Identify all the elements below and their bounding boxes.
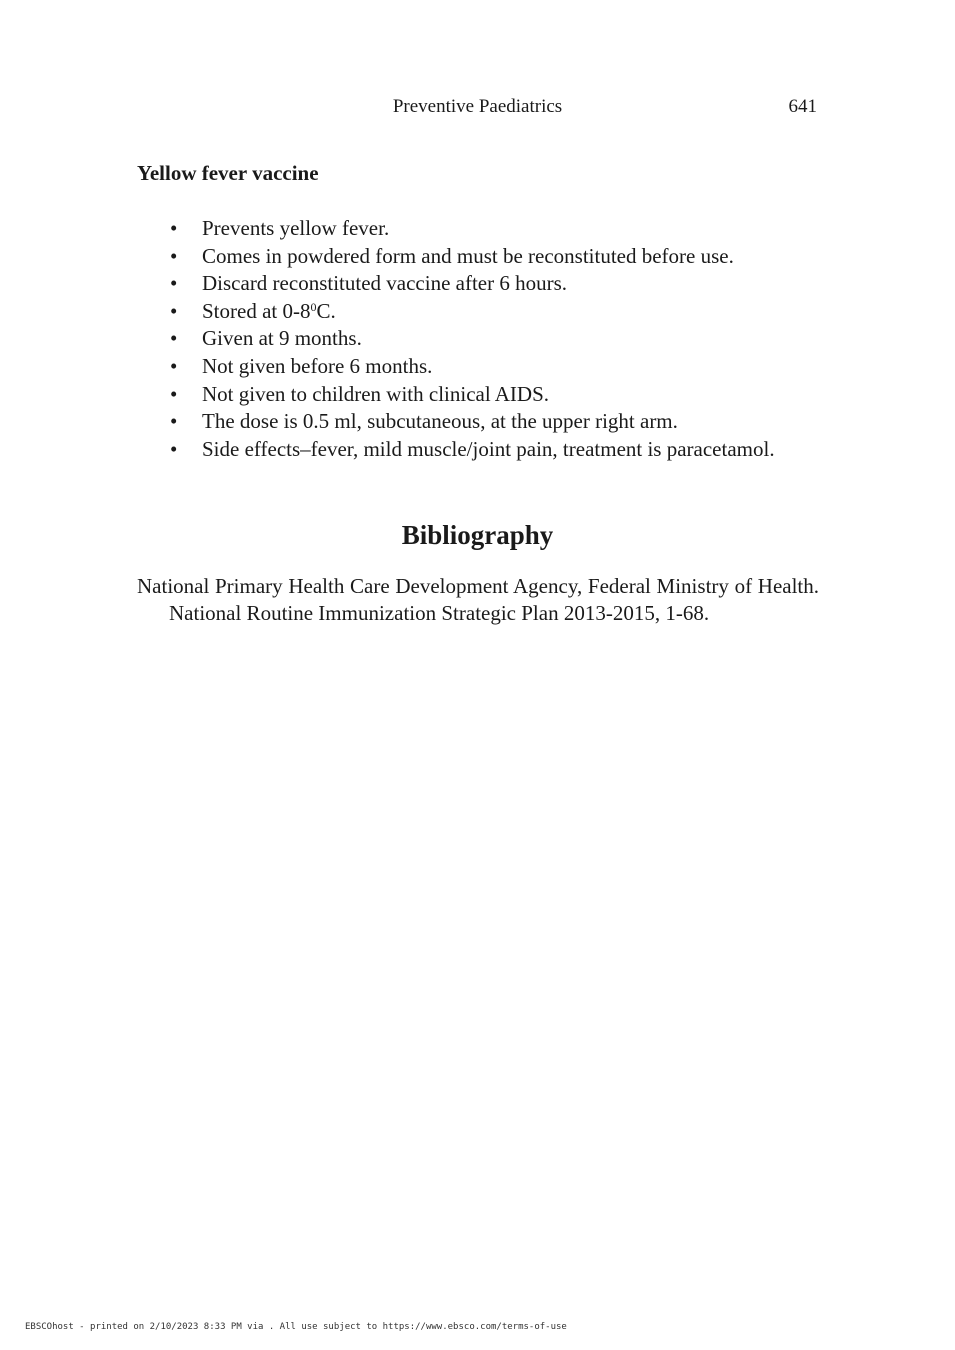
bullet-icon: •	[170, 381, 178, 406]
bullet-icon: •	[170, 271, 178, 296]
list-item-text: Given at 9 months.	[202, 326, 362, 351]
running-title: Preventive Paediatrics	[392, 96, 563, 117]
bullet-icon: •	[170, 216, 178, 240]
list-item	[137, 270, 819, 298]
list-item	[137, 353, 819, 381]
bullet-icon: •	[170, 353, 178, 378]
degree-superscript: 0	[310, 299, 317, 314]
list-item-text: The dose is 0.5 ml, subcutaneous, at the upper right arm.	[202, 409, 678, 434]
bullet-icon: •	[170, 243, 178, 268]
section-heading: Yellow fever vaccine	[137, 161, 319, 185]
bullet-icon: •	[170, 326, 178, 351]
list-item-text: Discard reconstituted vaccine after 6 hours.	[202, 271, 568, 296]
bibliography-heading: Bibliography	[401, 520, 554, 550]
list-item-text: Comes in powdered form and must be reconstituted before use.	[202, 243, 734, 268]
list-item-text: Side effects–fever, mild muscle/joint pain, treatment is paracetamol.	[202, 436, 775, 461]
list-item	[137, 436, 819, 464]
list-item	[137, 243, 819, 271]
running-header	[0, 96, 955, 122]
list-item	[137, 325, 819, 353]
bullet-icon: •	[170, 436, 178, 461]
bibliography-reference: National Primary Health Care Development Agency, Federal Ministry of Health. National Routine Immunization Strategic Plan 2013-2015, 1-68.	[137, 574, 819, 625]
bullet-list	[137, 215, 819, 463]
list-item	[137, 408, 819, 436]
bullet-icon: •	[170, 298, 178, 323]
list-item-text: Not given to children with clinical AIDS.	[202, 381, 550, 406]
list-item	[137, 381, 819, 409]
list-item	[137, 298, 819, 326]
list-item-text: Not given before 6 months.	[202, 353, 433, 378]
list-item-text-suffix: C.	[316, 298, 336, 323]
footer-note: EBSCOhost - printed on 2/10/2023 8:33 PM via . All use subject to https://www.ebsco.com/terms-of-use	[25, 1322, 567, 1332]
list-item	[137, 215, 819, 243]
bullet-icon: •	[170, 409, 178, 434]
page-number: 641	[788, 96, 817, 117]
list-item-text: Stored at 0-8	[202, 298, 311, 323]
list-item-text: Prevents yellow fever.	[202, 216, 390, 240]
